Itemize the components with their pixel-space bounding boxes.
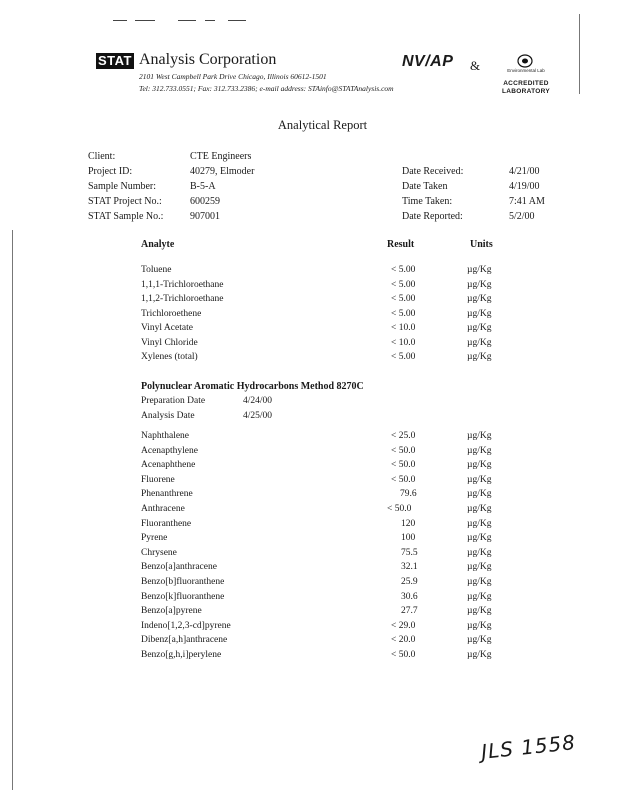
analyte-name: Naphthalene (141, 431, 190, 441)
analyte-result: 32.1 (401, 562, 418, 573)
company-name: Analysis Corporation (139, 51, 277, 68)
analyte-result: < 50.0 (391, 650, 416, 660)
info-value-date-received: 4/21/00 (509, 166, 540, 177)
info-label-client: Client: (88, 151, 116, 162)
aiha-accredited-text: ACCREDITED (503, 80, 549, 87)
analyte-result: 120 (401, 518, 416, 529)
analyte-unit: µg/Kg (467, 591, 492, 602)
analyte-name: Phenanthrene (141, 489, 193, 500)
info-value-time-taken: 7:41 AM (509, 196, 545, 207)
info-label-date-taken: Date Taken (402, 181, 448, 192)
analyte-unit: µg/Kg (467, 265, 492, 275)
analyte-name: Toluene (141, 265, 172, 275)
info-value-sample-number: B-5-A (190, 181, 216, 192)
analyte-name: Fluorene (141, 474, 175, 485)
analyte-result: < 50.0 (391, 474, 416, 485)
analyte-result: 75.5 (401, 547, 418, 558)
analyte-result: 25.9 (401, 577, 418, 587)
info-value-client: CTE Engineers (190, 151, 252, 162)
analyte-name: Dibenz[a,h]anthracene (141, 635, 228, 646)
stat-logo-box: STAT (97, 53, 132, 68)
scan-artifact-line (12, 230, 13, 790)
analyte-name: Anthracene (141, 504, 185, 514)
analyte-name: Benzo[g,h,i]perylene (141, 650, 222, 660)
analyte-unit: µg/Kg (467, 577, 492, 587)
analyte-name: Acenapthylene (141, 445, 198, 456)
analyte-result: < 29.0 (391, 620, 416, 631)
analyte-unit: µg/Kg (467, 650, 492, 660)
info-label-date-reported: Date Reported: (402, 211, 463, 222)
aiha-accreditation-logo (493, 54, 559, 100)
info-label-time-taken: Time Taken: (402, 196, 453, 207)
analyte-unit: µg/Kg (467, 518, 492, 529)
analyte-name: Indeno[1,2,3-cd]pyrene (141, 620, 231, 631)
scan-artifact-dash (178, 20, 196, 21)
analyte-result: < 25.0 (391, 431, 416, 441)
aiha-seal-icon (517, 54, 533, 68)
analyte-result: < 20.0 (391, 635, 416, 646)
analyte-unit: µg/Kg (467, 445, 492, 456)
header-result: Result (387, 239, 415, 250)
analyte-name: Vinyl Acetate (141, 323, 193, 333)
analyte-unit: µg/Kg (467, 431, 492, 441)
pah-section-title: Polynuclear Aromatic Hydrocarbons Method 8270C (141, 381, 364, 392)
analyte-result: 27.7 (401, 606, 418, 617)
analyte-unit: µg/Kg (467, 606, 492, 617)
analyte-name: Pyrene (141, 533, 168, 544)
info-value-stat-sample: 907001 (190, 211, 220, 222)
analyte-result: < 5.00 (391, 308, 416, 319)
analyte-name: Trichloroethene (141, 308, 202, 319)
prep-date-value: 4/24/00 (243, 396, 273, 406)
company-contact: Tel: 312.733.0551; Fax: 312.733.2386; e-mail address: STAinfo@STATAnalysis.com (139, 84, 394, 93)
analyte-name: Xylenes (total) (141, 352, 198, 362)
ampersand: & (470, 58, 481, 73)
analyte-unit: µg/Kg (467, 547, 492, 558)
company-address: 2101 West Campbell Park Drive Chicago, Illinois 60612-1501 (139, 72, 327, 81)
analyte-unit: µg/Kg (467, 635, 492, 646)
analysis-date-value: 4/25/00 (243, 411, 273, 421)
analyte-unit: µg/Kg (467, 460, 492, 471)
info-label-date-received: Date Received: (402, 166, 464, 177)
nvlap-logo: NV/AP (402, 53, 454, 70)
analyte-unit: µg/Kg (467, 337, 492, 348)
scan-artifact-dash (135, 20, 155, 21)
analyte-result: < 50.0 (387, 504, 412, 514)
info-value-stat-project: 600259 (190, 196, 220, 207)
analyte-unit: µg/Kg (467, 474, 492, 485)
info-label-project-id: Project ID: (88, 166, 133, 177)
analyte-unit: µg/Kg (467, 279, 492, 290)
header-analyte: Analyte (141, 239, 175, 250)
analyte-unit: µg/Kg (467, 352, 492, 362)
analyte-result: < 5.00 (391, 352, 416, 362)
analyte-name: Benzo[a]pyrene (141, 606, 202, 617)
info-value-date-reported: 5/2/00 (509, 211, 535, 222)
scan-artifact-line (579, 14, 580, 94)
info-value-date-taken: 4/19/00 (509, 181, 540, 192)
analyte-unit: µg/Kg (467, 323, 492, 333)
analyte-name: Benzo[a]anthracene (141, 562, 217, 573)
info-label-stat-project: STAT Project No.: (88, 196, 162, 207)
analyte-unit: µg/Kg (467, 308, 492, 319)
aiha-laboratory-text: LABORATORY (501, 88, 551, 95)
analyte-result: < 50.0 (391, 460, 416, 471)
analyte-unit: µg/Kg (467, 489, 492, 500)
analyte-result: < 5.00 (391, 279, 416, 290)
analyte-name: Benzo[b]fluoranthene (141, 577, 225, 587)
analyte-unit: µg/Kg (467, 294, 492, 304)
analyte-result: 79.6 (400, 489, 417, 500)
report-title-row (0, 118, 619, 133)
aiha-small-text: Environmental Lab (507, 68, 545, 73)
scan-artifact-dash (228, 20, 246, 21)
scan-artifact-dash (113, 20, 127, 21)
analyte-name: Benzo[k]fluoranthene (141, 591, 225, 602)
analyte-name: 1,1,1-Trichloroethane (141, 279, 224, 290)
analyte-name: Fluoranthene (141, 518, 192, 529)
analyte-name: Vinyl Chloride (141, 337, 198, 348)
prep-date-label: Preparation Date (141, 396, 206, 406)
analyte-name: Acenaphthene (141, 460, 196, 471)
info-label-sample-number: Sample Number: (88, 181, 157, 192)
analyte-result: < 10.0 (391, 337, 416, 348)
analyte-result: < 50.0 (391, 445, 416, 456)
analyte-unit: µg/Kg (467, 504, 492, 514)
analyte-unit: µg/Kg (467, 620, 492, 631)
analysis-date-label: Analysis Date (141, 411, 195, 421)
handwritten-page-note: JLS 1558 (480, 730, 577, 764)
analyte-result: 30.6 (401, 591, 418, 602)
analyte-unit: µg/Kg (467, 533, 492, 544)
analyte-name: 1,1,2-Trichloroethane (141, 294, 224, 304)
analyte-result: 100 (401, 533, 416, 544)
analyte-result: < 5.00 (391, 265, 416, 275)
header-units: Units (470, 239, 493, 250)
analyte-unit: µg/Kg (467, 562, 492, 573)
report-title: Analytical Report (277, 118, 368, 132)
analyte-name: Chrysene (141, 547, 177, 558)
scan-artifact-dash (205, 20, 215, 21)
analyte-result: < 5.00 (391, 294, 416, 304)
info-label-stat-sample: STAT Sample No.: (88, 211, 164, 222)
analyte-result: < 10.0 (391, 323, 416, 333)
info-value-project-id: 40279, Elmoder (190, 166, 255, 177)
